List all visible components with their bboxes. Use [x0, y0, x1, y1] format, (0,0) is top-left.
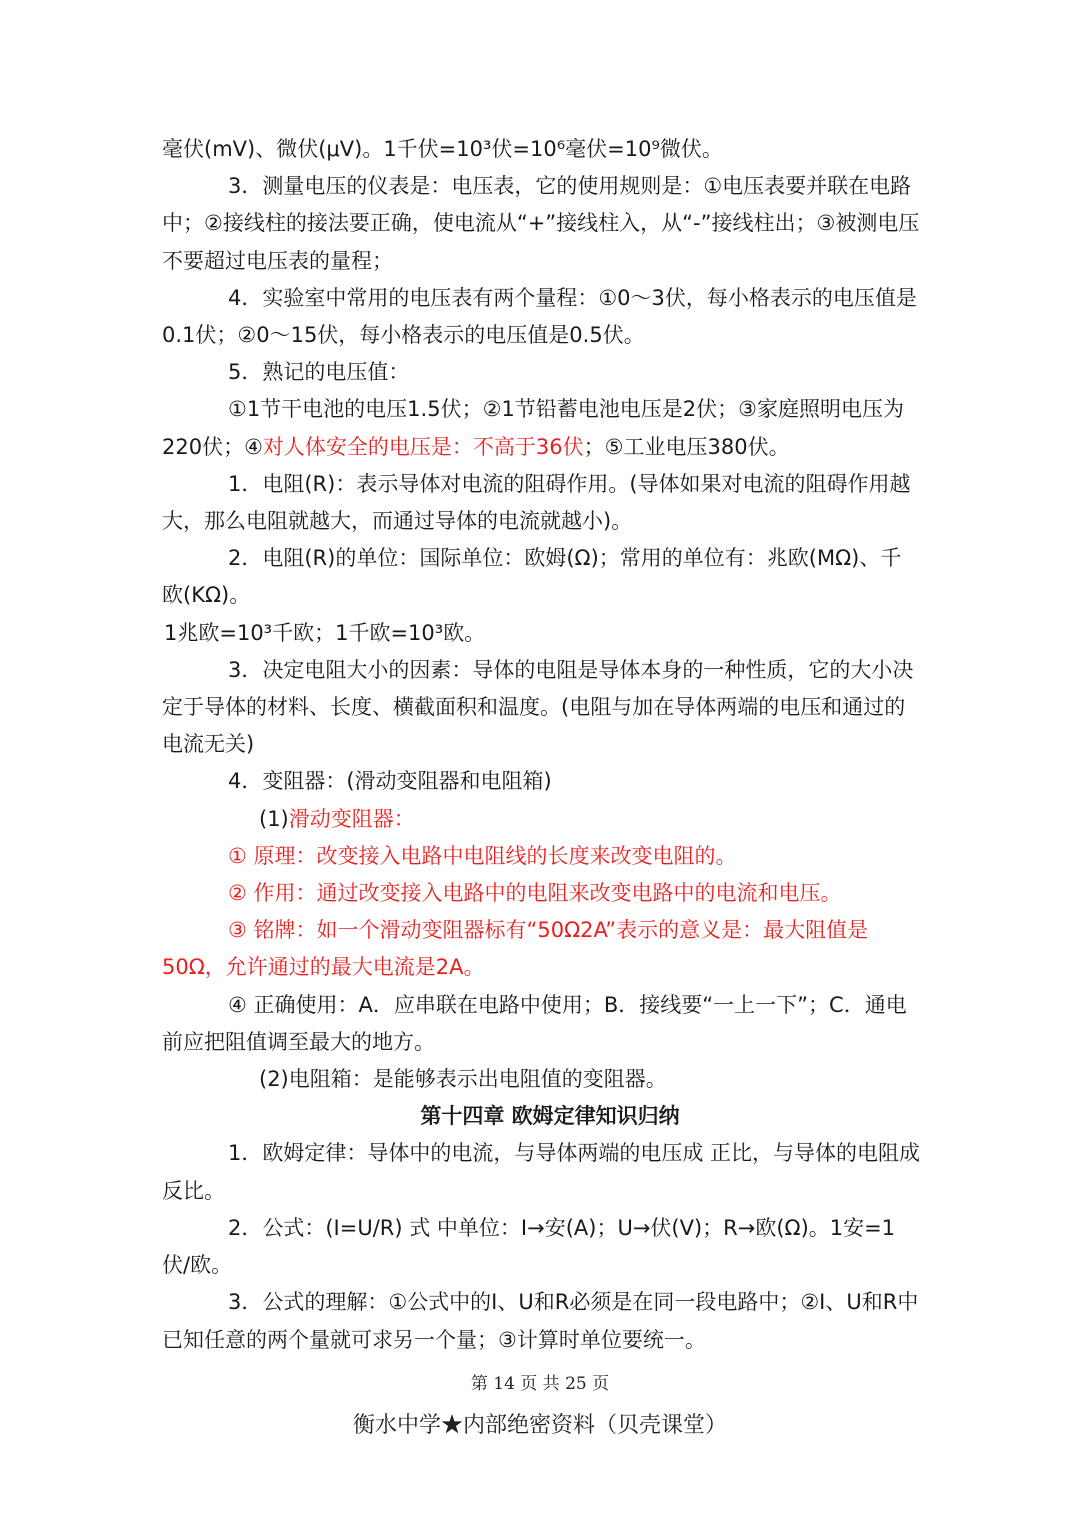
- text-line: 2．电阻(R)的单位：国际单位：欧姆(Ω)；常用的单位有：兆欧(MΩ)、千欧(KΩ)。: [162, 546, 902, 608]
- text-segment: ；⑤工业电压380伏。: [583, 434, 790, 459]
- page-content: [162, 131, 922, 1359]
- text-line: (2)电阻箱：是能够表示出电阻值的变阻器。: [259, 1067, 667, 1092]
- text-line: 1．欧姆定律：导体中的电流，与导体两端的电压成 正比，与导体的电阻成反比。: [162, 1141, 921, 1203]
- text-line: 毫伏(mV)、微伏(μV)。1千伏=10³伏=10⁶毫伏=10⁹微伏。: [162, 137, 723, 161]
- text-line: [162, 391, 922, 465]
- text-line: ① 原理：改变接入电路中电阻线的长度来改变电阻的。: [228, 843, 737, 868]
- page-number: 第 14 页 共 25 页: [470, 1374, 610, 1394]
- footer-note: 衡水中学★内部绝密资料（贝壳课堂）: [352, 1413, 727, 1438]
- text-line: 1兆欧=10³千欧；1千欧=10³欧。: [164, 620, 486, 645]
- text-line: [162, 801, 922, 838]
- text-line: 5．熟记的电压值：: [228, 360, 410, 385]
- chapter-title: 第十四章 欧姆定律知识归纳: [420, 1104, 680, 1129]
- text-segment: (1): [259, 806, 289, 831]
- text-segment: ①1节干电池的电压1.5伏；②1节铅蓄电池电压是2伏；③家庭照明电压为220伏；④: [162, 397, 904, 459]
- highlighted-text: 对人体安全的电压是：不高于36伏: [262, 434, 584, 459]
- text-line: ② 作用：通过改变接入电路中的电阻来改变电路中的电流和电压。: [228, 881, 842, 906]
- text-line: ④ 正确使用：A．应串联在电路中使用；B．接线要“一上一下”；C．通电前应把阻值调至最大的地方。: [162, 992, 907, 1054]
- highlighted-text: 滑动变阻器：: [288, 806, 415, 831]
- text-line: 3．公式的理解：①公式中的I、U和R必须是在同一段电路中；②I、U和R中已知任意的两个量就可求另一个量；③计算时单位要统一。: [162, 1290, 919, 1352]
- text-line: 3．决定电阻大小的因素：导体的电阻是导体本身的一种性质，它的大小决定于导体的材料、长度、横截面积和温度。(电阻与加在导体两端的电压和通过的电流无关): [162, 657, 914, 757]
- text-line: 3．测量电压的仪表是：电压表，它的使用规则是：①电压表要并联在电路中；②接线柱的接法要正确，使电流从“+”接线柱入，从“-”接线柱出；③被测电压不要超过电压表的量程；: [162, 174, 920, 273]
- text-line: ③ 铭牌：如一个滑动变阻器标有“50Ω2A”表示的意义是：最大阻值是50Ω，允许通过的最大电流是2A。: [162, 918, 869, 980]
- text-line: 4．变阻器：(滑动变阻器和电阻箱): [228, 769, 552, 794]
- text-line: 2．公式：(I=U/R) 式 中单位：I→安(A)；U→伏(V)；R→欧(Ω)。1安=1伏/欧。: [162, 1215, 896, 1278]
- text-line: 1．电阻(R)：表示导体对电流的阻碍作用。(导体如果对电流的阻碍作用越大，那么电阻就越大，而通过导体的电流就越小)。: [162, 471, 911, 534]
- text-line: 4．实验室中常用的电压表有两个量程：①0～3伏，每小格表示的电压值是0.1伏；②0～15伏，每小格表示的电压值是0.5伏。: [162, 285, 917, 348]
